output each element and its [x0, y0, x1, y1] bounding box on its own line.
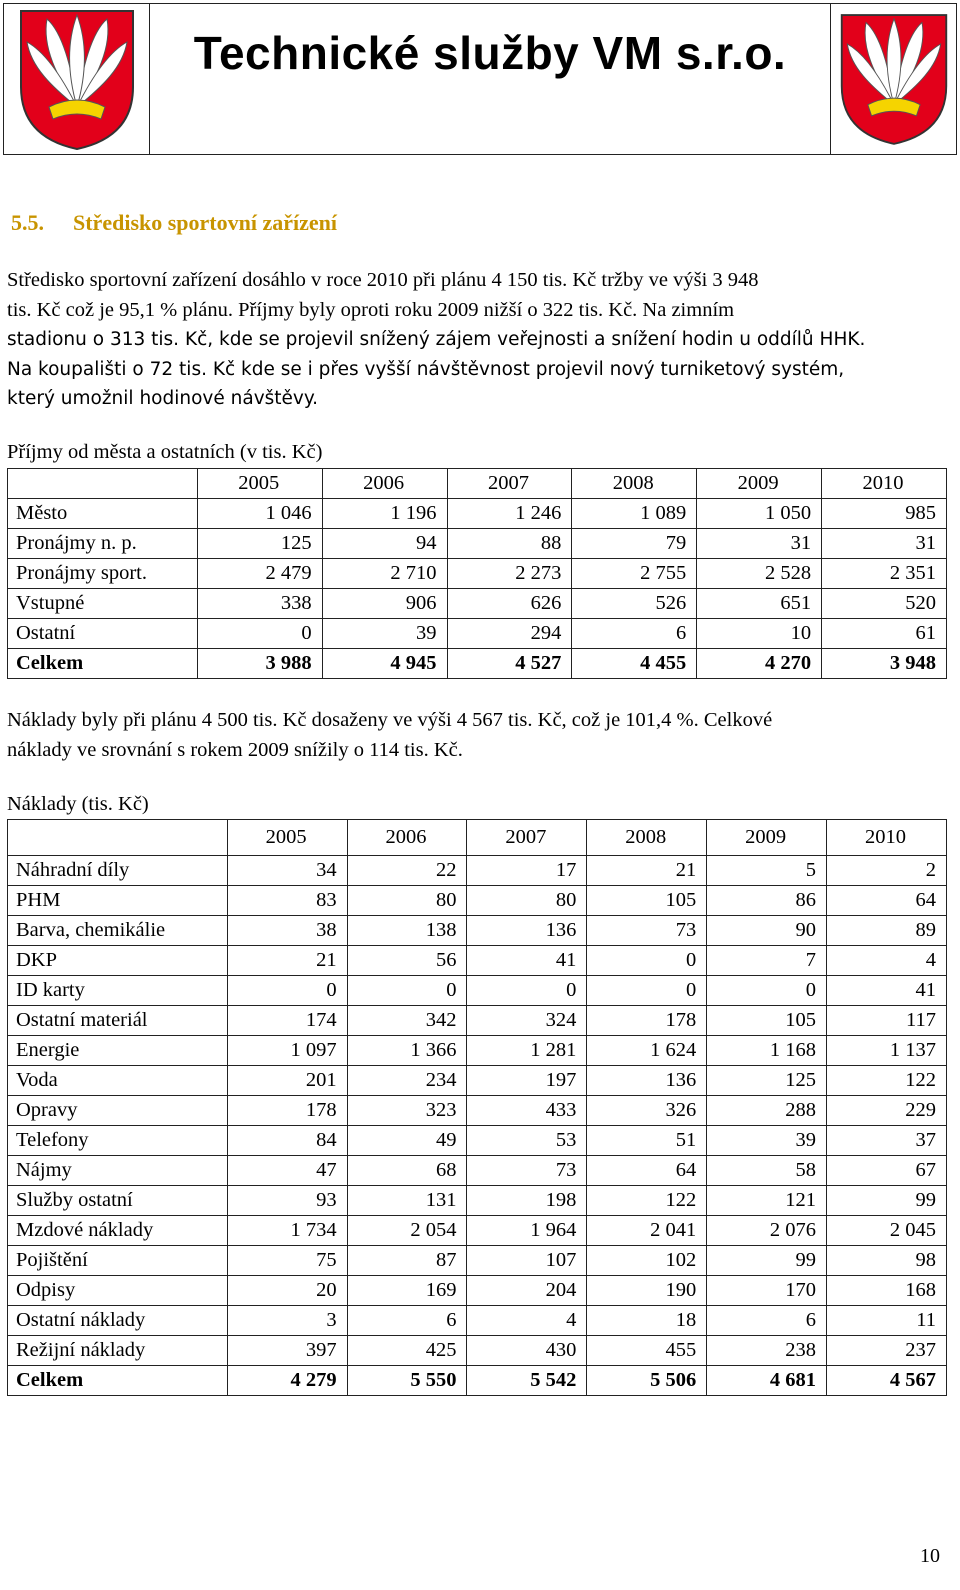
table-row [8, 589, 947, 619]
value-cell: 4 681 [707, 1366, 827, 1396]
coat-of-arms-icon [838, 9, 950, 149]
value-cell: 138 [347, 916, 467, 946]
coat-of-arms-right [830, 3, 957, 155]
value-cell: 86 [707, 886, 827, 916]
page-title: Technické služby VM s.r.o. [193, 27, 787, 79]
value-cell: 324 [467, 1006, 587, 1036]
value-cell: 121 [707, 1186, 827, 1216]
value-cell: 39 [322, 619, 447, 649]
costs-table [7, 819, 947, 1396]
value-cell: 178 [227, 1096, 347, 1126]
row-label: Opravy [8, 1096, 228, 1126]
year-header-cell: 2007 [467, 820, 587, 856]
value-cell: 105 [587, 886, 707, 916]
value-cell: 79 [572, 529, 697, 559]
value-cell: 75 [227, 1246, 347, 1276]
value-cell: 131 [347, 1186, 467, 1216]
value-cell: 169 [347, 1276, 467, 1306]
year-header-cell: 2007 [447, 469, 572, 499]
text-line: stadionu o 313 tis. Kč, kde se projevil snížený zájem veřejnosti a snížení hodin u oddílů HHK. [7, 329, 866, 350]
year-header-cell: 2008 [587, 820, 707, 856]
costs-table-caption: Náklady (tis. Kč) [7, 793, 149, 815]
value-cell: 102 [587, 1246, 707, 1276]
value-cell: 20 [227, 1276, 347, 1306]
value-cell: 2 755 [572, 559, 697, 589]
row-label: Vstupné [8, 589, 198, 619]
row-label: Voda [8, 1066, 228, 1096]
value-cell: 17 [467, 856, 587, 886]
value-cell: 18 [587, 1306, 707, 1336]
table-row [8, 559, 947, 589]
value-cell: 4 279 [227, 1366, 347, 1396]
value-cell: 1 089 [572, 499, 697, 529]
value-cell: 4 527 [447, 649, 572, 679]
value-cell: 170 [707, 1276, 827, 1306]
value-cell: 425 [347, 1336, 467, 1366]
table-row [8, 529, 947, 559]
value-cell: 4 [827, 946, 947, 976]
year-header-cell: 2009 [707, 820, 827, 856]
row-label: Celkem [8, 1366, 228, 1396]
value-cell: 1 281 [467, 1036, 587, 1066]
value-cell: 22 [347, 856, 467, 886]
value-cell: 1 097 [227, 1036, 347, 1066]
value-cell: 10 [697, 619, 822, 649]
value-cell: 198 [467, 1186, 587, 1216]
row-label: Telefony [8, 1126, 228, 1156]
value-cell: 41 [827, 976, 947, 1006]
value-cell: 342 [347, 1006, 467, 1036]
row-label: PHM [8, 886, 228, 916]
value-cell: 2 273 [447, 559, 572, 589]
table-row [8, 886, 947, 916]
value-cell: 68 [347, 1156, 467, 1186]
table-row [8, 1126, 947, 1156]
value-cell: 2 479 [197, 559, 322, 589]
value-cell: 6 [572, 619, 697, 649]
section-heading [11, 210, 337, 236]
value-cell: 41 [467, 946, 587, 976]
year-header-cell: 2009 [697, 469, 822, 499]
value-cell: 4 455 [572, 649, 697, 679]
value-cell: 105 [707, 1006, 827, 1036]
value-cell: 90 [707, 916, 827, 946]
value-cell: 168 [827, 1276, 947, 1306]
section-number: 5.5. [11, 210, 44, 235]
table-row [8, 1036, 947, 1066]
row-label: Režijní náklady [8, 1336, 228, 1366]
value-cell: 64 [827, 886, 947, 916]
value-cell: 2 041 [587, 1216, 707, 1246]
row-label: Energie [8, 1036, 228, 1066]
value-cell: 99 [707, 1246, 827, 1276]
value-cell: 0 [197, 619, 322, 649]
value-cell: 626 [447, 589, 572, 619]
value-cell: 2 710 [322, 559, 447, 589]
year-header-cell: 2006 [322, 469, 447, 499]
value-cell: 5 506 [587, 1366, 707, 1396]
value-cell: 1 964 [467, 1216, 587, 1246]
row-label: Odpisy [8, 1276, 228, 1306]
value-cell: 204 [467, 1276, 587, 1306]
value-cell: 2 045 [827, 1216, 947, 1246]
value-cell: 80 [467, 886, 587, 916]
year-header-cell: 2010 [822, 469, 947, 499]
row-label: Náhradní díly [8, 856, 228, 886]
value-cell: 326 [587, 1096, 707, 1126]
table-row [8, 499, 947, 529]
table-row [8, 1366, 947, 1396]
row-label: Služby ostatní [8, 1186, 228, 1216]
value-cell: 0 [347, 976, 467, 1006]
income-table-caption: Příjmy od města a ostatních (v tis. Kč) [7, 441, 323, 463]
value-cell: 31 [697, 529, 822, 559]
value-cell: 56 [347, 946, 467, 976]
value-cell: 1 050 [697, 499, 822, 529]
table-row [8, 1336, 947, 1366]
value-cell: 526 [572, 589, 697, 619]
row-label: Celkem [8, 649, 198, 679]
value-cell: 125 [197, 529, 322, 559]
value-cell: 0 [467, 976, 587, 1006]
value-cell: 3 948 [822, 649, 947, 679]
text-line: Náklady byly při plánu 4 500 tis. Kč dosaženy ve výši 4 567 tis. Kč, což je 101,4 %. Celkové [7, 709, 773, 731]
value-cell: 3 [227, 1306, 347, 1336]
value-cell: 88 [447, 529, 572, 559]
value-cell: 122 [587, 1186, 707, 1216]
value-cell: 294 [447, 619, 572, 649]
value-cell: 5 550 [347, 1366, 467, 1396]
table-header-row [8, 469, 947, 499]
value-cell: 1 366 [347, 1036, 467, 1066]
value-cell: 67 [827, 1156, 947, 1186]
value-cell: 47 [227, 1156, 347, 1186]
value-cell: 4 270 [697, 649, 822, 679]
text-line: Na koupališti o 72 tis. Kč kde se i přes vyšší návštěvnost projevil nový turniketový systém, [7, 358, 845, 380]
header-label-cell [8, 469, 198, 499]
page-header [3, 3, 957, 155]
value-cell: 4 567 [827, 1366, 947, 1396]
value-cell: 7 [707, 946, 827, 976]
value-cell: 84 [227, 1126, 347, 1156]
value-cell: 338 [197, 589, 322, 619]
value-cell: 229 [827, 1096, 947, 1126]
value-cell: 107 [467, 1246, 587, 1276]
row-label: Ostatní materiál [8, 1006, 228, 1036]
text-line: náklady ve srovnání s rokem 2009 snížily o 114 tis. Kč. [7, 738, 463, 761]
value-cell: 73 [467, 1156, 587, 1186]
value-cell: 136 [587, 1066, 707, 1096]
value-cell: 190 [587, 1276, 707, 1306]
value-cell: 2 076 [707, 1216, 827, 1246]
value-cell: 1 246 [447, 499, 572, 529]
value-cell: 234 [347, 1066, 467, 1096]
value-cell: 94 [322, 529, 447, 559]
value-cell: 38 [227, 916, 347, 946]
value-cell: 99 [827, 1186, 947, 1216]
year-header-cell: 2010 [827, 820, 947, 856]
row-label: Město [8, 499, 198, 529]
value-cell: 237 [827, 1336, 947, 1366]
table-row [8, 619, 947, 649]
value-cell: 2 [827, 856, 947, 886]
intro-paragraph [7, 266, 955, 414]
table-row [8, 1066, 947, 1096]
value-cell: 51 [587, 1126, 707, 1156]
value-cell: 98 [827, 1246, 947, 1276]
value-cell: 2 528 [697, 559, 822, 589]
year-header-cell: 2008 [572, 469, 697, 499]
text-line: Středisko sportovní zařízení dosáhlo v roce 2010 při plánu 4 150 tis. Kč tržby ve výši 3 948 [7, 269, 759, 291]
table-row [8, 1216, 947, 1246]
row-label: DKP [8, 946, 228, 976]
income-table [7, 468, 947, 679]
value-cell: 197 [467, 1066, 587, 1096]
table-row [8, 916, 947, 946]
year-header-cell: 2005 [227, 820, 347, 856]
value-cell: 1 137 [827, 1036, 947, 1066]
table-row [8, 856, 947, 886]
coat-of-arms-left [3, 3, 150, 155]
value-cell: 1 196 [322, 499, 447, 529]
value-cell: 34 [227, 856, 347, 886]
value-cell: 288 [707, 1096, 827, 1126]
value-cell: 39 [707, 1126, 827, 1156]
value-cell: 93 [227, 1186, 347, 1216]
row-label: Pojištění [8, 1246, 228, 1276]
value-cell: 21 [227, 946, 347, 976]
value-cell: 178 [587, 1006, 707, 1036]
value-cell: 906 [322, 589, 447, 619]
table-row [8, 1156, 947, 1186]
page-number: 10 [920, 1545, 940, 1567]
header-label-cell [8, 820, 228, 856]
value-cell: 125 [707, 1066, 827, 1096]
value-cell: 985 [822, 499, 947, 529]
value-cell: 5 [707, 856, 827, 886]
value-cell: 2 054 [347, 1216, 467, 1246]
value-cell: 122 [827, 1066, 947, 1096]
value-cell: 520 [822, 589, 947, 619]
value-cell: 4 945 [322, 649, 447, 679]
value-cell: 1 168 [707, 1036, 827, 1066]
value-cell: 0 [587, 976, 707, 1006]
table-row [8, 1186, 947, 1216]
value-cell: 37 [827, 1126, 947, 1156]
value-cell: 1 624 [587, 1036, 707, 1066]
year-header-cell: 2006 [347, 820, 467, 856]
value-cell: 83 [227, 886, 347, 916]
value-cell: 80 [347, 886, 467, 916]
value-cell: 4 [467, 1306, 587, 1336]
table-row [8, 1006, 947, 1036]
value-cell: 2 351 [822, 559, 947, 589]
value-cell: 174 [227, 1006, 347, 1036]
value-cell: 49 [347, 1126, 467, 1156]
year-header-cell: 2005 [197, 469, 322, 499]
value-cell: 87 [347, 1246, 467, 1276]
value-cell: 323 [347, 1096, 467, 1126]
value-cell: 433 [467, 1096, 587, 1126]
value-cell: 21 [587, 856, 707, 886]
section-title: Středisko sportovní zařízení [73, 210, 337, 235]
value-cell: 64 [587, 1156, 707, 1186]
value-cell: 53 [467, 1126, 587, 1156]
row-label: Ostatní náklady [8, 1306, 228, 1336]
costs-paragraph [7, 706, 955, 765]
value-cell: 0 [587, 946, 707, 976]
text-line: který umožnil hodinové návštěvy. [7, 388, 319, 409]
value-cell: 89 [827, 916, 947, 946]
text-line: tis. Kč což je 95,1 % plánu. Příjmy byly oproti roku 2009 nižší o 322 tis. Kč. Na zimním [7, 298, 735, 321]
table-header-row [8, 820, 947, 856]
row-label: Pronájmy n. p. [8, 529, 198, 559]
table-row [8, 976, 947, 1006]
value-cell: 397 [227, 1336, 347, 1366]
value-cell: 61 [822, 619, 947, 649]
table-row [8, 1276, 947, 1306]
row-label: Mzdové náklady [8, 1216, 228, 1246]
value-cell: 201 [227, 1066, 347, 1096]
value-cell: 58 [707, 1156, 827, 1186]
value-cell: 651 [697, 589, 822, 619]
table-row [8, 1246, 947, 1276]
value-cell: 136 [467, 916, 587, 946]
value-cell: 238 [707, 1336, 827, 1366]
table-row [8, 1306, 947, 1336]
value-cell: 1 734 [227, 1216, 347, 1246]
row-label: Nájmy [8, 1156, 228, 1186]
table-row [8, 946, 947, 976]
value-cell: 3 988 [197, 649, 322, 679]
value-cell: 73 [587, 916, 707, 946]
row-label: ID karty [8, 976, 228, 1006]
row-label: Barva, chemikálie [8, 916, 228, 946]
row-label: Pronájmy sport. [8, 559, 198, 589]
value-cell: 6 [347, 1306, 467, 1336]
row-label: Ostatní [8, 619, 198, 649]
header-title-cell [150, 3, 830, 155]
value-cell: 0 [227, 976, 347, 1006]
value-cell: 6 [707, 1306, 827, 1336]
table-row [8, 649, 947, 679]
value-cell: 5 542 [467, 1366, 587, 1396]
value-cell: 117 [827, 1006, 947, 1036]
coat-of-arms-icon [17, 7, 137, 152]
value-cell: 31 [822, 529, 947, 559]
table-row [8, 1096, 947, 1126]
value-cell: 0 [707, 976, 827, 1006]
value-cell: 430 [467, 1336, 587, 1366]
value-cell: 11 [827, 1306, 947, 1336]
value-cell: 1 046 [197, 499, 322, 529]
value-cell: 455 [587, 1336, 707, 1366]
